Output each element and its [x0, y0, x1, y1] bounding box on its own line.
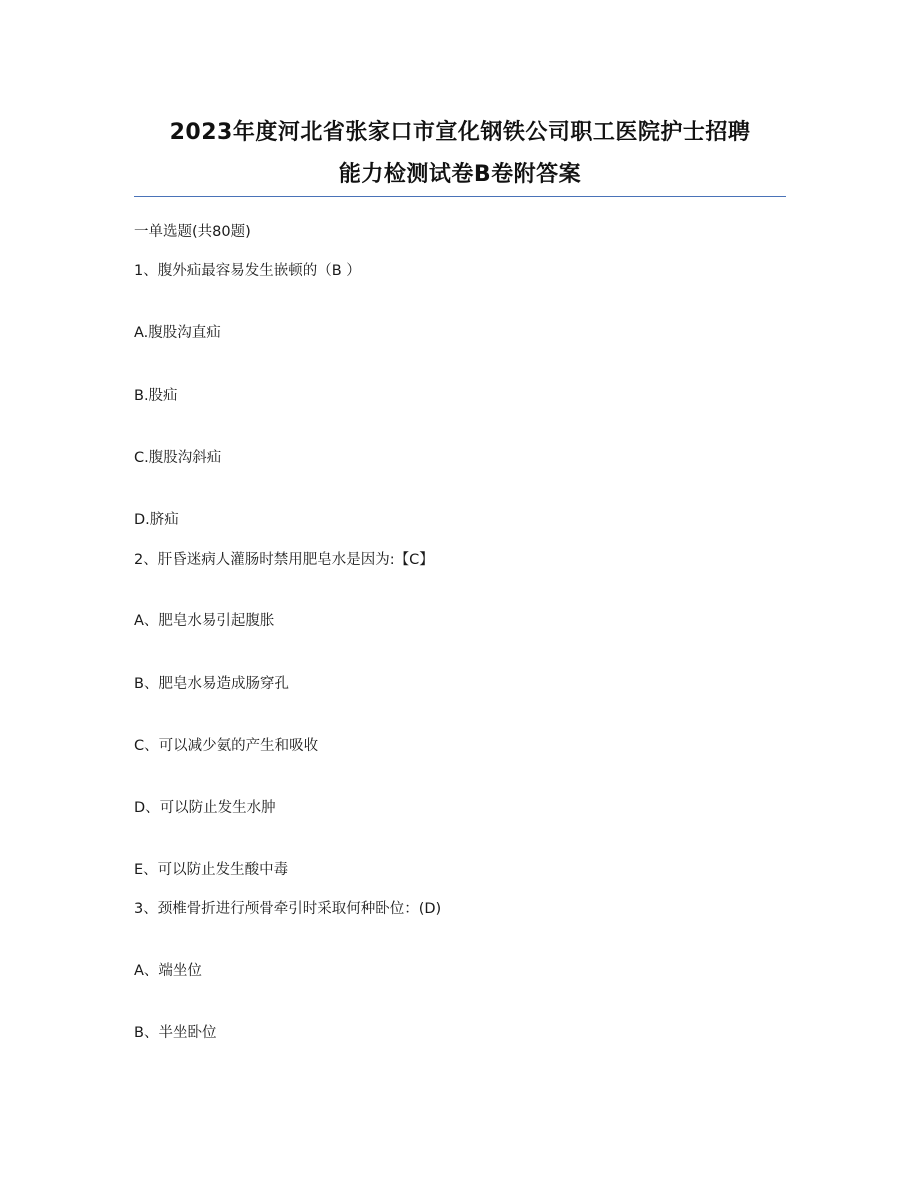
question-3-option-b: B、半坐卧位 [134, 1025, 217, 1041]
question-1-option-d: D.脐疝 [134, 512, 179, 528]
question-3-stem: 3、颈椎骨折进行颅骨牵引时采取何种卧位：(D) [134, 901, 442, 917]
question-2-option-e: E、可以防止发生酸中毒 [134, 862, 289, 878]
question-2-option-d: D、可以防止发生水肿 [134, 800, 276, 816]
title-divider [134, 196, 786, 197]
question-1-option-a: A.腹股沟直疝 [134, 325, 221, 341]
document-title-line-2: 能力检测试卷B卷附答案 [338, 162, 582, 187]
question-1-option-b: B.股疝 [134, 388, 178, 404]
question-3-option-a: A、端坐位 [134, 963, 202, 979]
question-2-option-a: A、肥皂水易引起腹胀 [134, 613, 275, 629]
document-title-line-1: 2023年度河北省张家口市宣化钢铁公司职工医院护士招聘 [169, 120, 751, 145]
question-1-stem: 1、腹外疝最容易发生嵌顿的（B ） [134, 263, 361, 279]
question-1-option-c: C.腹股沟斜疝 [134, 450, 222, 466]
question-2-option-b: B、肥皂水易造成肠穿孔 [134, 676, 289, 692]
question-2-option-c: C、可以减少氨的产生和吸收 [134, 738, 319, 754]
question-2-stem: 2、肝昏迷病人灌肠时禁用肥皂水是因为:【C】 [134, 552, 434, 568]
section-heading: 一单选题(共80题) [134, 224, 251, 240]
